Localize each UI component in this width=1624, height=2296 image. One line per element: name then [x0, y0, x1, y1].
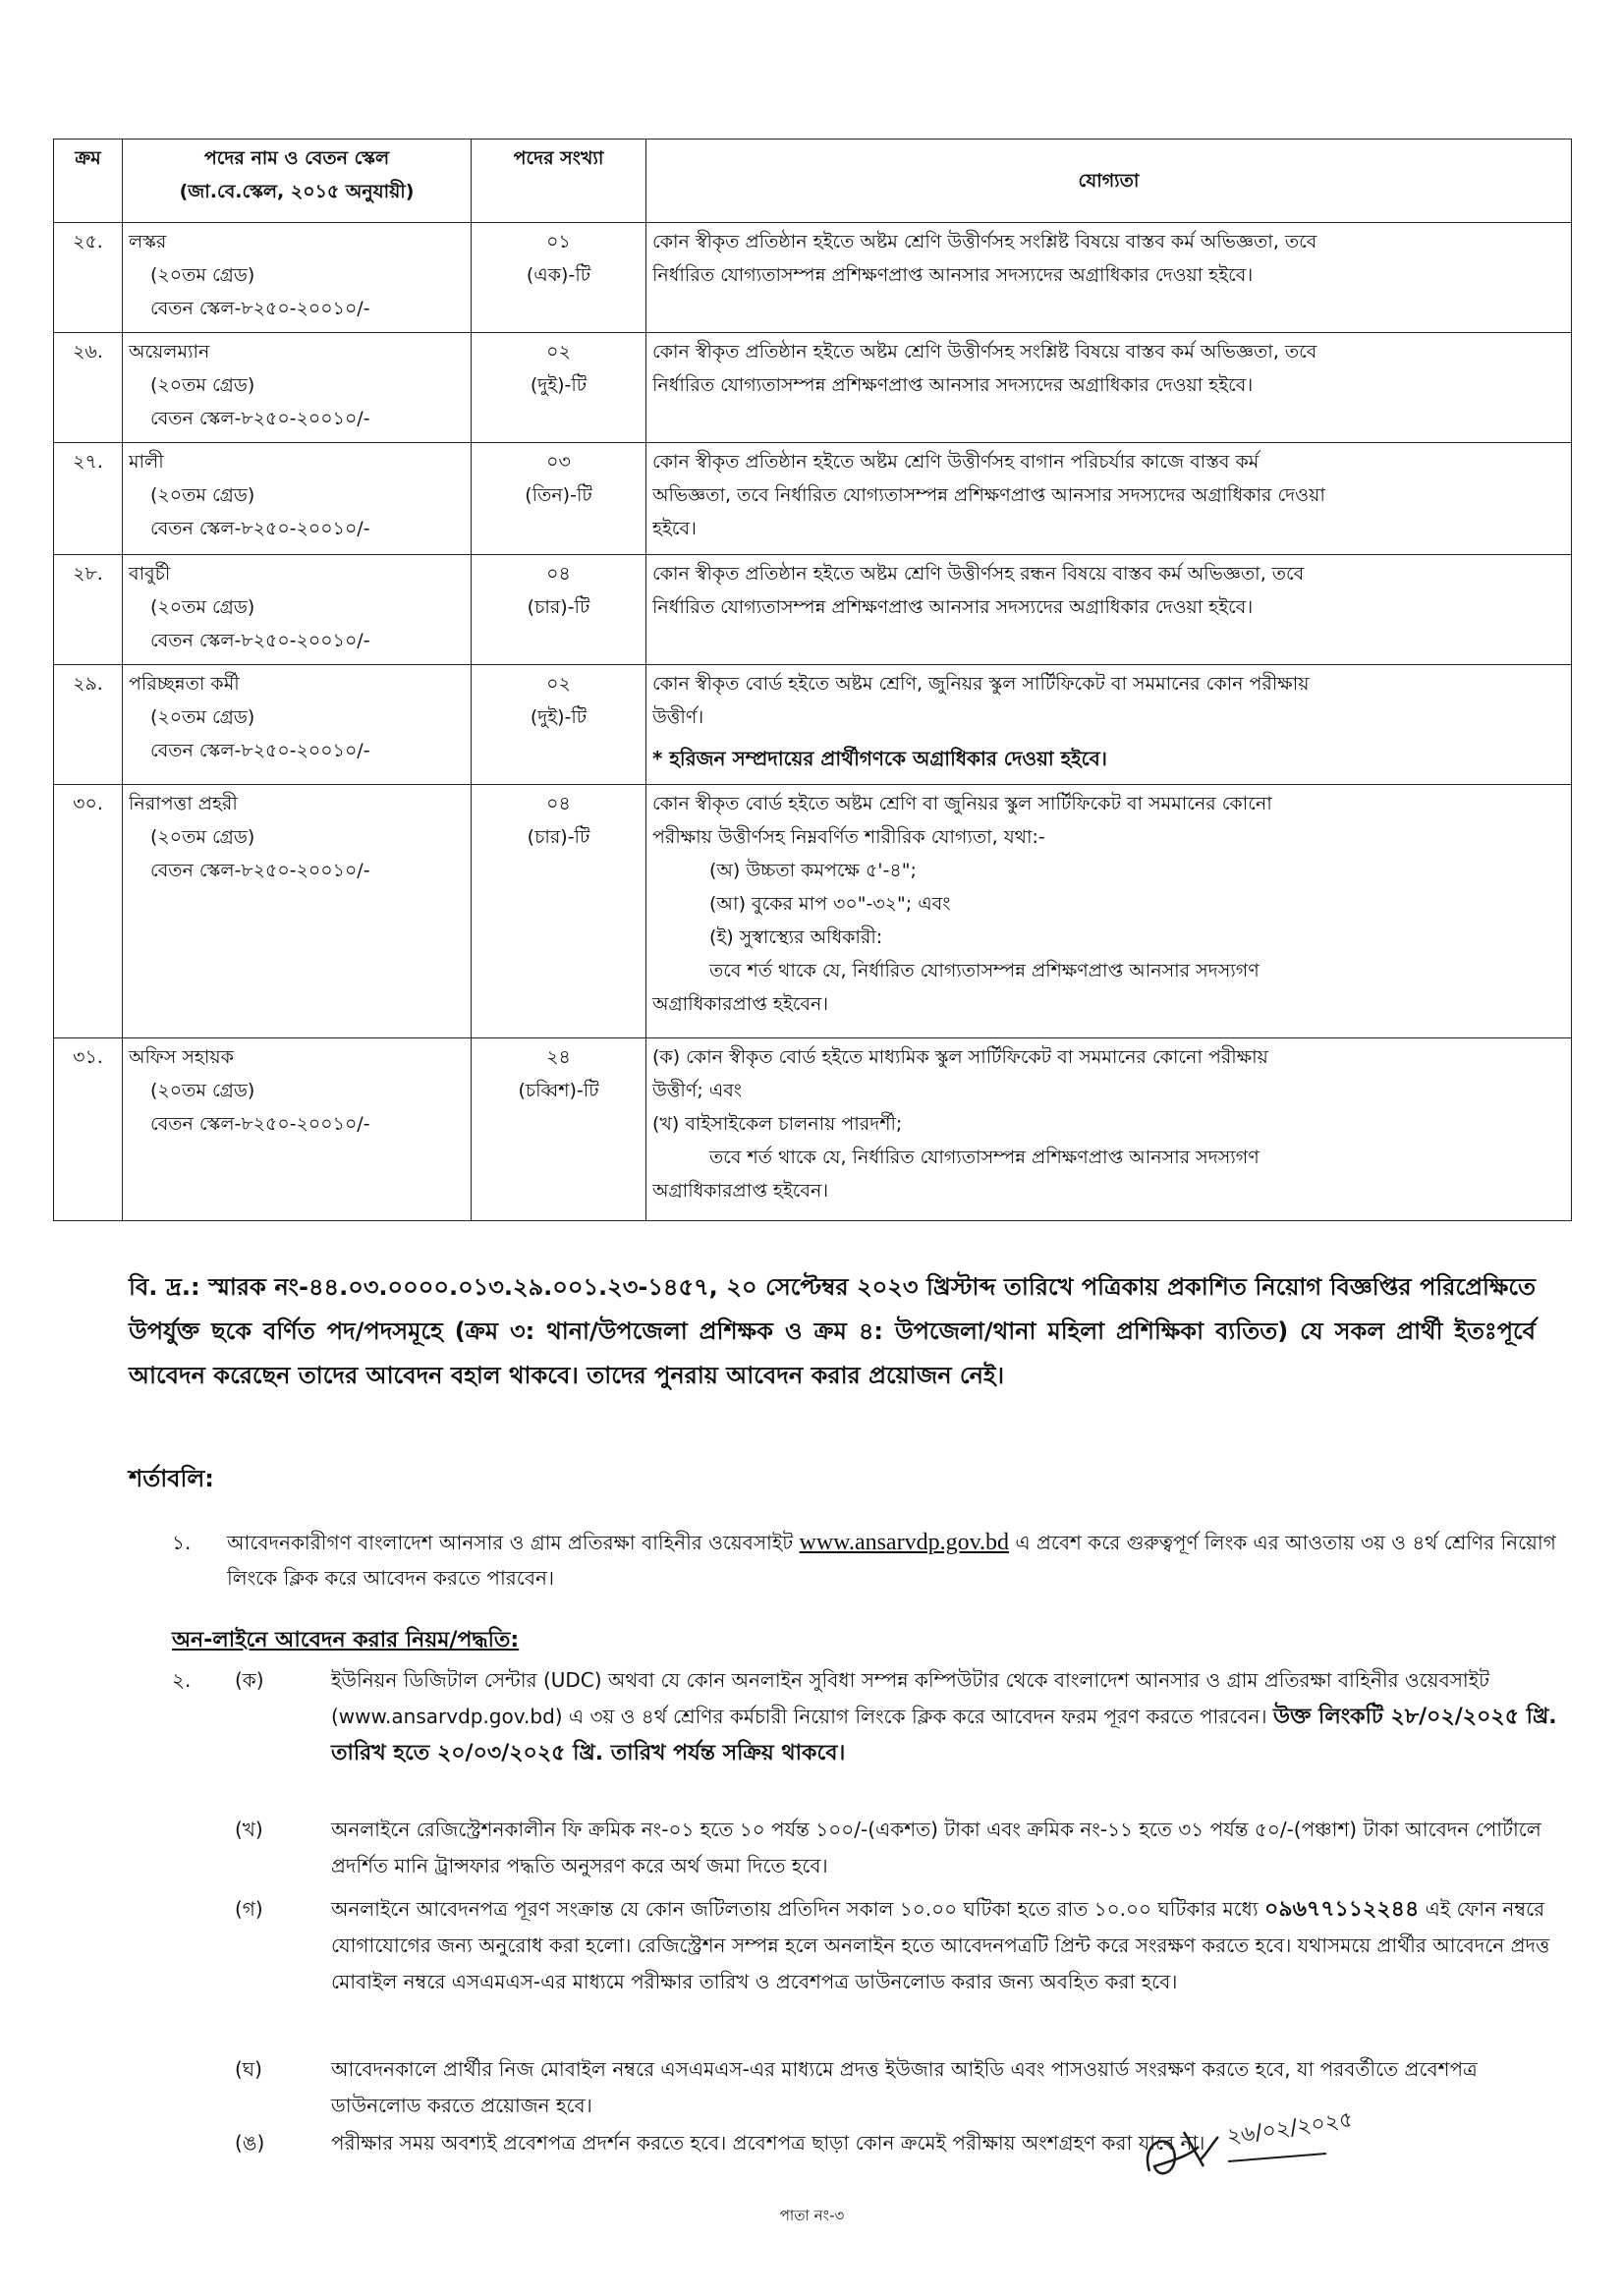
row-post-cell	[123, 665, 472, 785]
post-name: নিরাপত্তা প্রহরী	[129, 793, 238, 814]
post-scale: বেতন স্কেল-৮২৫০-২০০১০/-	[150, 630, 370, 651]
post-scale: বেতন স্কেল-৮২৫০-২০০১০/-	[150, 518, 370, 539]
website-link[interactable]: www.ansarvdp.gov.bd	[799, 1530, 1010, 1555]
row-qualification-cell	[646, 223, 1572, 333]
qualification-line: (খ) বাইসাইকেল চালনায় পারদর্শী;	[652, 1113, 903, 1135]
row-qualification-cell	[646, 1038, 1572, 1221]
condition-item-1	[172, 1525, 1557, 1596]
count-words: (চব্বিশ)-টি	[518, 1080, 599, 1101]
qualification-line: কোন স্বীকৃত বোর্ড হইতে অষ্টম শ্রেণি বা জুনিয়র স্কুল সার্টিফিকেট বা সমমানের কোনো	[652, 793, 1272, 814]
item-text-before: আবেদনকারীগণ বাংলাদেশ আনসার ও গ্রাম প্রতিরক্ষা বাহিনীর ওয়েবসাইট	[227, 1531, 800, 1554]
table-row	[54, 555, 1572, 665]
row-qualification-cell	[646, 555, 1572, 665]
table-row	[54, 665, 1572, 785]
count-number: ০২	[546, 673, 571, 695]
qualification-line: পরীক্ষায় উত্তীর্ণসহ নিম্নবর্ণিত শারীরিক যোগ্যতা, যথা:-	[652, 826, 1045, 848]
post-name: পরিচ্ছন্নতা কর্মী	[129, 673, 240, 695]
sub-label: (খ)	[235, 1818, 263, 1841]
row-post-cell	[123, 333, 472, 443]
qualification-line: অভিজ্ঞতা, তবে নির্ধারিত যোগ্যতাসম্পন্ন প্রশিক্ষণপ্রাপ্ত আনসার সদস্যদের অগ্রাধিকার দেওয়া	[652, 484, 1325, 506]
header-post-name-line2: (জা.বে.স্কেল, ২০১৫ অনুযায়ী)	[179, 181, 415, 202]
post-scale: বেতন স্কেল-৮২৫০-২০০১০/-	[150, 740, 370, 761]
sub-text	[172, 1662, 1557, 1771]
header-post-count: পদের সংখ্যা	[472, 140, 646, 223]
row-qualification-cell	[646, 443, 1572, 555]
post-name: বাবুর্চী	[129, 563, 171, 585]
qualification-line: অগ্রাধিকারপ্রাপ্ত হইবেন।	[652, 993, 829, 1015]
table-row	[54, 443, 1572, 555]
qualification-line: কোন স্বীকৃত প্রতিষ্ঠান হইতে অষ্টম শ্রেণি উত্তীর্ণসহ বাগান পরিচর্যার কাজে বাস্তব কর্ম	[652, 451, 1260, 473]
signature-mark	[1130, 2102, 1366, 2211]
sub-label: (ঘ)	[235, 2057, 262, 2081]
qualification-subline: (ই) সুস্বাস্থ্যের অধিকারী:	[709, 926, 883, 948]
row-post-cell	[123, 785, 472, 1038]
row-count-cell	[472, 555, 646, 665]
signature-date: ২৬/০২/২০২৫	[1225, 2107, 1355, 2150]
sub-label: (গ)	[235, 1897, 263, 1921]
sub-text: পরীক্ষার সময় অবশ্যই প্রবেশপত্র প্রদর্শন করতে হবে। প্রবেশপত্র ছাড়া কোন ক্রমেই পরীক্ষায় অংশগ্রহণ করা যাবে না।	[331, 2131, 1205, 2155]
post-scale: বেতন স্কেল-৮২৫০-২০০১০/-	[150, 408, 370, 429]
post-scale: বেতন স্কেল-৮২৫০-২০০১০/-	[150, 860, 370, 881]
signature	[1130, 2102, 1366, 2214]
qualification-line: কোন স্বীকৃত বোর্ড হইতে অষ্টম শ্রেণি, জুনিয়র স্কুল সার্টিফিকেট বা সমমানের কোন পরীক্ষায়	[652, 673, 1310, 695]
header-post-name-line1: পদের নাম ও বেতন স্কেল	[203, 147, 390, 169]
post-name: অফিস সহায়ক	[129, 1046, 234, 1068]
count-words: (চার)-টি	[527, 596, 590, 618]
condition-item-2c	[172, 1891, 1557, 2000]
row-post-cell	[123, 555, 472, 665]
table-header-row	[54, 140, 1572, 223]
qualification-line: উত্তীর্ণ।	[652, 706, 704, 728]
post-grade: (২০তম গ্রেড)	[150, 596, 255, 618]
qualification-line: উত্তীর্ণ; এবং	[652, 1080, 742, 1101]
conditions-title: শর্তাবলি:	[129, 1465, 214, 1492]
qualification-line: কোন স্বীকৃত প্রতিষ্ঠান হইতে অষ্টম শ্রেণি উত্তীর্ণসহ সংশ্লিষ্ট বিষয়ে বাস্তব কর্ম অভিজ্ঞতা, তবে	[652, 231, 1317, 252]
count-words: (চার)-টি	[527, 826, 590, 848]
count-number: ০২	[546, 341, 571, 363]
row-serial: ২৯.	[54, 665, 123, 785]
qualification-line: নির্ধারিত যোগ্যতাসম্পন্ন প্রশিক্ষণপ্রাপ্ত আনসার সদস্যদের অগ্রাধিকার দেওয়া হইবে।	[652, 264, 1254, 286]
sub-text	[172, 1891, 1557, 2000]
row-post-cell	[123, 443, 472, 555]
item-text-after: এ প্রবেশ করে গুরুত্বপূর্ণ লিংক এর আওতায় ৩য় ও ৪র্থ শ্রেণির নিয়োগ লিংকে ক্লিক করে আবেদন করতে পারবেন।	[227, 1531, 1556, 1590]
count-words: (দুই)-টি	[530, 706, 588, 728]
row-count-cell	[472, 333, 646, 443]
count-words: (এক)-টি	[526, 264, 591, 286]
row-serial: ২৭.	[54, 443, 123, 555]
sub-text-before: অনলাইনে আবেদনপত্র পূরণ সংক্রান্ত যে কোন জটিলতায় প্রতিদিন সকাল ১০.০০ ঘটিকা হতে রাত ১০.০০ ঘটিকার মধ্যে	[331, 1897, 1265, 1921]
row-post-cell	[123, 1038, 472, 1221]
page-number: পাতা নং-৩	[779, 2207, 845, 2224]
table-row	[54, 223, 1572, 333]
link-active-period: উক্ত লিংকটি ২৮/০২/২০২৫ খ্রি. তারিখ হতে ২০/০৩/২০২৫ খ্রি. তারিখ পর্যন্ত সক্রিয় থাকবে।	[331, 1705, 1557, 1765]
qualification-subline: তবে শর্ত থাকে যে, নির্ধারিত যোগ্যতাসম্পন্ন প্রশিক্ষণপ্রাপ্ত আনসার সদস্যগণ	[709, 1147, 1260, 1168]
condition-item-2b	[172, 1812, 1557, 1884]
row-post-cell	[123, 223, 472, 333]
count-words: (তিন)-টি	[525, 484, 592, 506]
row-count-cell	[472, 223, 646, 333]
post-scale: বেতন স্কেল-৮২৫০-২০০১০/-	[150, 298, 370, 319]
qualification-line: (ক) কোন স্বীকৃত বোর্ড হইতে মাধ্যমিক স্কুল সার্টিফিকেট বা সমমানের কোনো পরীক্ষায়	[652, 1046, 1268, 1068]
posts-table	[53, 139, 1572, 1221]
qualification-line: নির্ধারিত যোগ্যতাসম্পন্ন প্রশিক্ষণপ্রাপ্ত আনসার সদস্যদের অগ্রাধিকার দেওয়া হইবে।	[652, 596, 1254, 618]
header-qualification: যোগ্যতা	[646, 140, 1572, 223]
table-row	[54, 333, 1572, 443]
row-serial: ২৬.	[54, 333, 123, 443]
table-row	[54, 785, 1572, 1038]
header-post-name	[123, 140, 472, 223]
condition-item-2a	[172, 1662, 1557, 1771]
count-words: (দুই)-টি	[530, 374, 588, 396]
count-number: ০৪	[546, 563, 571, 585]
post-grade: (২০তম গ্রেড)	[150, 826, 255, 848]
post-name: লস্কর	[129, 231, 167, 252]
post-grade: (২০তম গ্রেড)	[150, 484, 255, 506]
row-qualification-cell	[646, 785, 1572, 1038]
header-serial: ক্রম	[54, 140, 123, 223]
post-grade: (২০তম গ্রেড)	[150, 374, 255, 396]
nb-note: বি. দ্র.: স্মারক নং-৪৪.০৩.০০০০.০১৩.২৯.০০১.২৩-১৪৫৭, ২০ সেপ্টেম্বর ২০২৩ খ্রিস্টাব্দ তারিখে পত্রিকায় প্রকাশিত নিয়োগ বিজ্ঞপ্তির পরিপ্রেক্ষিতে উপর্যুক্ত ছকে বর্ণিত পদ/পদসমূহে (ক্রম ৩: থানা/উপজেলা প্রশিক্ষক ও ক্রম ৪: উপজেলা/থানা মহিলা প্রশিক্ষিকা ব্যতিত) যে সকল প্রার্থী ইতঃপূর্বে আবেদন করেছেন তাদের আবেদন বহাল থাকবে। তাদের পুনরায় আবেদন করার প্রয়োজন নেই।	[129, 1273, 1536, 1389]
qualification-line: নির্ধারিত যোগ্যতাসম্পন্ন প্রশিক্ষণপ্রাপ্ত আনসার সদস্যদের অগ্রাধিকার দেওয়া হইবে।	[652, 374, 1254, 396]
sub-text: অনলাইনে রেজিস্ট্রেশনকালীন ফি ক্রমিক নং-০১ হতে ১০ পর্যন্ত ১০০/-(একশত) টাকা এবং ক্রমিক নং-১১ হতে ৩১ পর্যন্ত ৫০/-(পঞ্চাশ) টাকা আবেদন পোর্টালে প্রদর্শিত মানি ট্রান্সফার পদ্ধতি অনুসরণ করে অর্থ জমা দিতে হবে।	[331, 1818, 1541, 1877]
item-number: ২.	[172, 1668, 192, 1692]
qualification-line: কোন স্বীকৃত প্রতিষ্ঠান হইতে অষ্টম শ্রেণি উত্তীর্ণসহ রন্ধন বিষয়ে বাস্তব কর্ম অভিজ্ঞতা, তবে	[652, 563, 1305, 585]
post-scale: বেতন স্কেল-৮২৫০-২০০১০/-	[150, 1113, 370, 1135]
helpline-number: ০৯৬৭৭১১২২৪৪	[1264, 1897, 1420, 1922]
row-qualification-cell	[646, 333, 1572, 443]
row-serial: ২৫.	[54, 223, 123, 333]
row-serial: ৩১.	[54, 1038, 123, 1221]
post-name: অয়েলম্যান	[129, 341, 210, 363]
qualification-line: হইবে।	[652, 518, 697, 539]
post-grade: (২০তম গ্রেড)	[150, 706, 255, 728]
sub-text-after: এই ফোন নম্বরে যোগাযোগের জন্য অনুরোধ করা হলো। রেজিস্ট্রেশন সম্পন্ন হলে অনলাইন হতে আবেদনপত্রটি প্রিন্ট করে সংরক্ষণ করতে হবে। যথাসময়ে প্রার্থীর আবেদনে প্রদত্ত মোবাইল নম্বরে এসএমএস-এর মাধ্যমে পরীক্ষার তারিখ ও প্রবেশপত্র ডাউনলোড করার জন্য অবহিত করা হবে।	[331, 1897, 1550, 1993]
qualification-subline: (অ) উচ্চতা কমপক্ষে ৫'-৪";	[709, 860, 917, 881]
row-serial: ৩০.	[54, 785, 123, 1038]
post-name: মালী	[129, 451, 164, 473]
post-grade: (২০তম গ্রেড)	[150, 264, 255, 286]
sub-text: আবেদনকালে প্রার্থীর নিজ মোবাইল নম্বরে এসএমএস-এর মাধ্যমে প্রদত্ত ইউজার আইডি এবং পাসওয়ার্ড সংরক্ষণ করতে হবে, যা পরবর্তীতে প্রবেশপত্র ডাউনলোড করতে প্রয়োজন হবে।	[331, 2057, 1478, 2117]
qualification-subline: (আ) বুকের মাপ ৩০"-৩২"; এবং	[709, 893, 951, 915]
table-row	[54, 1038, 1572, 1221]
sub-label: (ক)	[235, 1668, 264, 1692]
count-number: ২৪	[546, 1046, 571, 1068]
sub-text-body: ইউনিয়ন ডিজিটাল সেন্টার (UDC) অথবা যে কোন অনলাইন সুবিধা সম্পন্ন কম্পিউটার থেকে বাংলাদেশ আনসার ও গ্রাম প্রতিরক্ষা বাহিনীর ওয়েবসাইট (www.ansarvdp.gov.bd) এ ৩য় ও ৪র্থ শ্রেণির কর্মচারী নিয়োগ লিংকে ক্লিক করে আবেদন ফরম পূরণ করতে পারবেন।	[331, 1668, 1490, 1728]
row-count-cell	[472, 785, 646, 1038]
count-number: ০১	[546, 231, 571, 252]
qualification-line: অগ্রাধিকারপ্রাপ্ত হইবেন।	[652, 1180, 829, 1202]
row-qualification-cell	[646, 665, 1572, 785]
qualification-subline: তবে শর্ত থাকে যে, নির্ধারিত যোগ্যতাসম্পন্ন প্রশিক্ষণপ্রাপ্ত আনসার সদস্যগণ	[709, 960, 1260, 981]
row-count-cell	[472, 665, 646, 785]
row-count-cell	[472, 443, 646, 555]
count-number: ০৪	[546, 793, 571, 814]
priority-note: * হরিজন সম্প্রদায়ের প্রার্থীগণকে অগ্রাধিকার দেওয়া হইবে।	[652, 747, 1107, 770]
row-count-cell	[472, 1038, 646, 1221]
item-number: ১.	[172, 1531, 192, 1554]
item-text	[172, 1525, 1557, 1596]
post-grade: (২০তম গ্রেড)	[150, 1080, 255, 1101]
sub-label: (ঙ)	[235, 2131, 265, 2155]
qualification-line: কোন স্বীকৃত প্রতিষ্ঠান হইতে অষ্টম শ্রেণি উত্তীর্ণসহ সংশ্লিষ্ট বিষয়ে বাস্তব কর্ম অভিজ্ঞতা, তবে	[652, 341, 1317, 363]
row-serial: ২৮.	[54, 555, 123, 665]
count-number: ০৩	[546, 451, 571, 473]
online-application-heading: অন-লাইনে আবেদন করার নিয়ম/পদ্ধতি:	[172, 1628, 520, 1652]
